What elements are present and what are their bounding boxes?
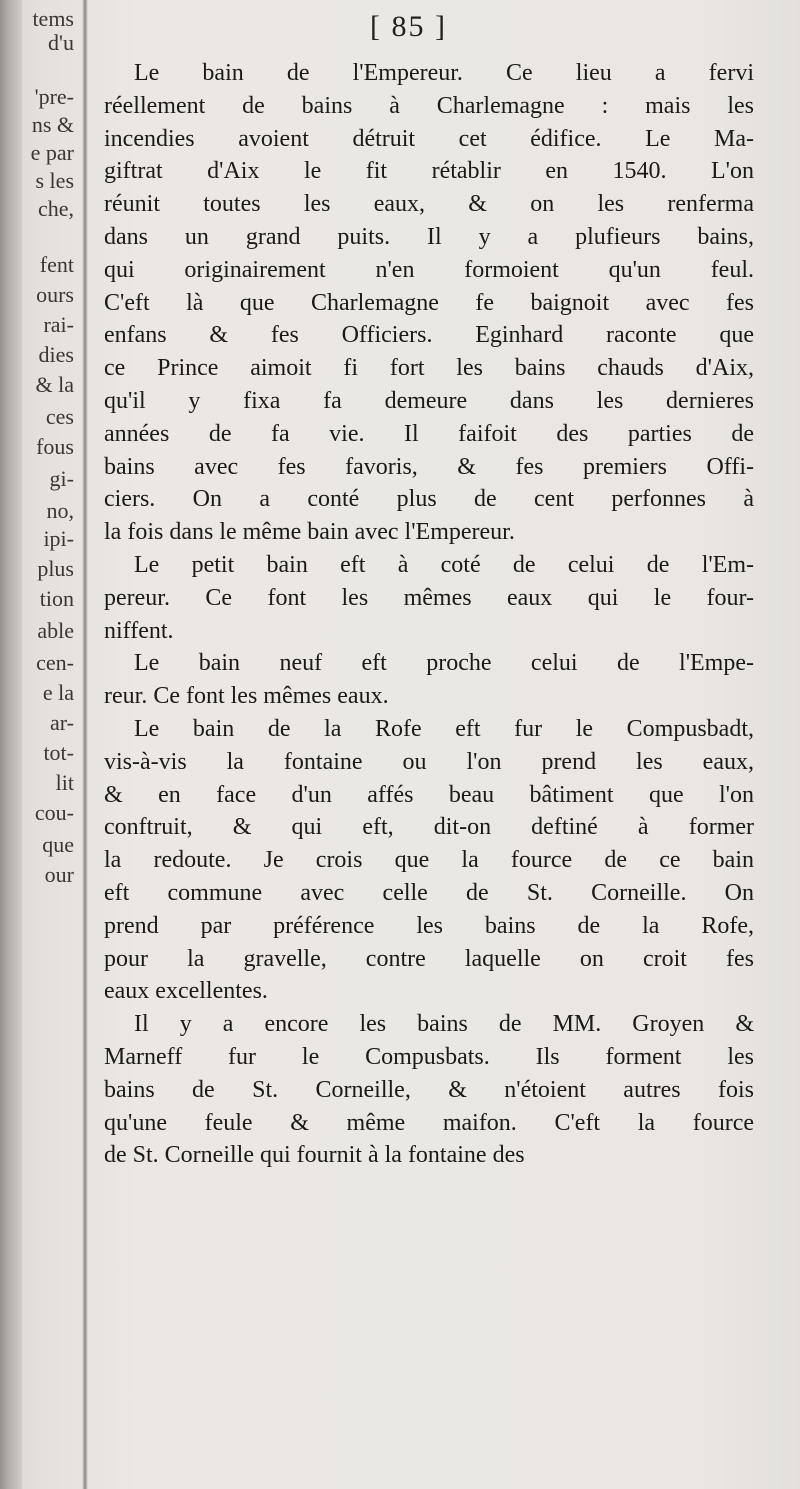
margin-fragment: dies [38,342,74,367]
margin-fragment: cou- [34,800,74,825]
text-line: qui originairement n'en formoient qu'un feul. [104,256,754,283]
text-line: eaux excellentes. [104,978,268,1005]
text-line: Il y a encore les bains de MM. Groyen & [134,1011,754,1038]
text-line: la redoute. Je crois que la fource de ce bain [104,847,754,874]
margin-fragment: rai- [43,312,74,337]
text-line: ciers. On a conté plus de cent perfonnes à [104,486,754,513]
margin-fragment: e par [30,140,74,165]
text-line: giftrat d'Aix le fit rétablir en 1540. L'on [104,158,754,185]
text-line: prend par préférence les bains de la Rofe, [104,912,754,939]
text-line: incendies avoient détruit cet édifice. Le Ma- [104,125,754,152]
text-line: dans un grand puits. Il y a plufieurs bains, [104,223,754,250]
text-line: C'eft là que Charlemagne fe baignoit avec fes [104,289,754,316]
margin-fragment: s les [35,168,74,193]
margin-fragment: 'pre- [34,84,74,109]
body-text [104,57,754,1172]
text-line: réunit toutes les eaux, & on les renferma [104,191,754,218]
text-line: pereur. Ce font les mêmes eaux qui le four- [104,584,754,611]
text-line: Marneff fur le Compusbats. Ils forment les [104,1043,754,1070]
margin-fragment: lit [55,770,74,795]
margin-fragment: ces [45,404,74,429]
text-line: bains de St. Corneille, & n'étoient autres fois [104,1076,754,1103]
margin-fragment: plus [37,556,74,581]
margin-fragment: ns & [31,112,74,137]
margin-fragment: que [42,832,74,857]
margin-fragment: d'u [48,30,74,55]
text-line: reur. Ce font les mêmes eaux. [104,683,389,710]
text-line: réellement de bains à Charlemagne : mais les [104,92,754,119]
margin-fragment: ours [36,282,74,307]
text-line: Le bain de l'Empereur. Ce lieu a fervi [134,60,754,86]
text-line: enfans & fes Officiers. Eginhard raconte que [104,322,754,349]
margin-fragment: our [44,862,74,887]
text-line: ce Prince aimoit fi fort les bains chauds d'Aix, [104,355,754,382]
margin-fragment: fent [39,252,74,277]
text-line: bains avec fes favoris, & fes premiers Offi- [104,453,754,480]
margin-fragment: ipi- [43,526,74,551]
text-line: qu'une feule & même maifon. C'eft la fource [104,1109,754,1136]
text-line: Le petit bain eft à coté de celui de l'Em- [134,551,754,578]
text-line: eft commune avec celle de St. Corneille. On [104,879,754,906]
text-line: conftruit, & qui eft, dit-on deftiné à former [104,814,754,841]
margin-fragment: tot- [43,740,74,765]
margin-fragment: cen- [36,650,74,675]
text-line: niffent. [104,617,174,644]
page-number: [ 85 ] [370,10,447,43]
text-line: la fois dans le même bain avec l'Empereur. [104,519,515,546]
page-fold [82,0,88,1489]
text-line: pour la gravelle, contre laquelle on croit fes [104,945,754,972]
gutter-shadow [0,0,22,1489]
margin-fragment: ar- [50,710,74,735]
margin-fragment: able [37,618,74,643]
text-line: Le bain neuf eft proche celui de l'Empe- [134,650,754,677]
text-line: Le bain de la Rofe eft fur le Compusbadt, [134,715,754,742]
margin-fragment: tems [32,6,74,31]
margin-fragment: gi- [49,466,74,491]
margin-fragment: no, [46,498,74,523]
margin-fragment: e la [42,680,74,705]
previous-page-margin [22,0,80,900]
text-line: de St. Corneille qui fournit à la fontaine des [104,1142,525,1169]
text-line: & en face d'un affés beau bâtiment que l'on [104,781,754,808]
margin-fragment: che, [37,196,74,221]
margin-fragment: & la [35,372,74,397]
margin-fragment: tion [39,586,74,611]
text-line: qu'il y fixa fa demeure dans les dernieres [104,387,754,414]
margin-fragment: fous [36,434,74,459]
text-line: années de fa vie. Il faifoit des parties de [104,420,754,447]
text-line: vis-à-vis la fontaine ou l'on prend les eaux, [104,748,754,775]
